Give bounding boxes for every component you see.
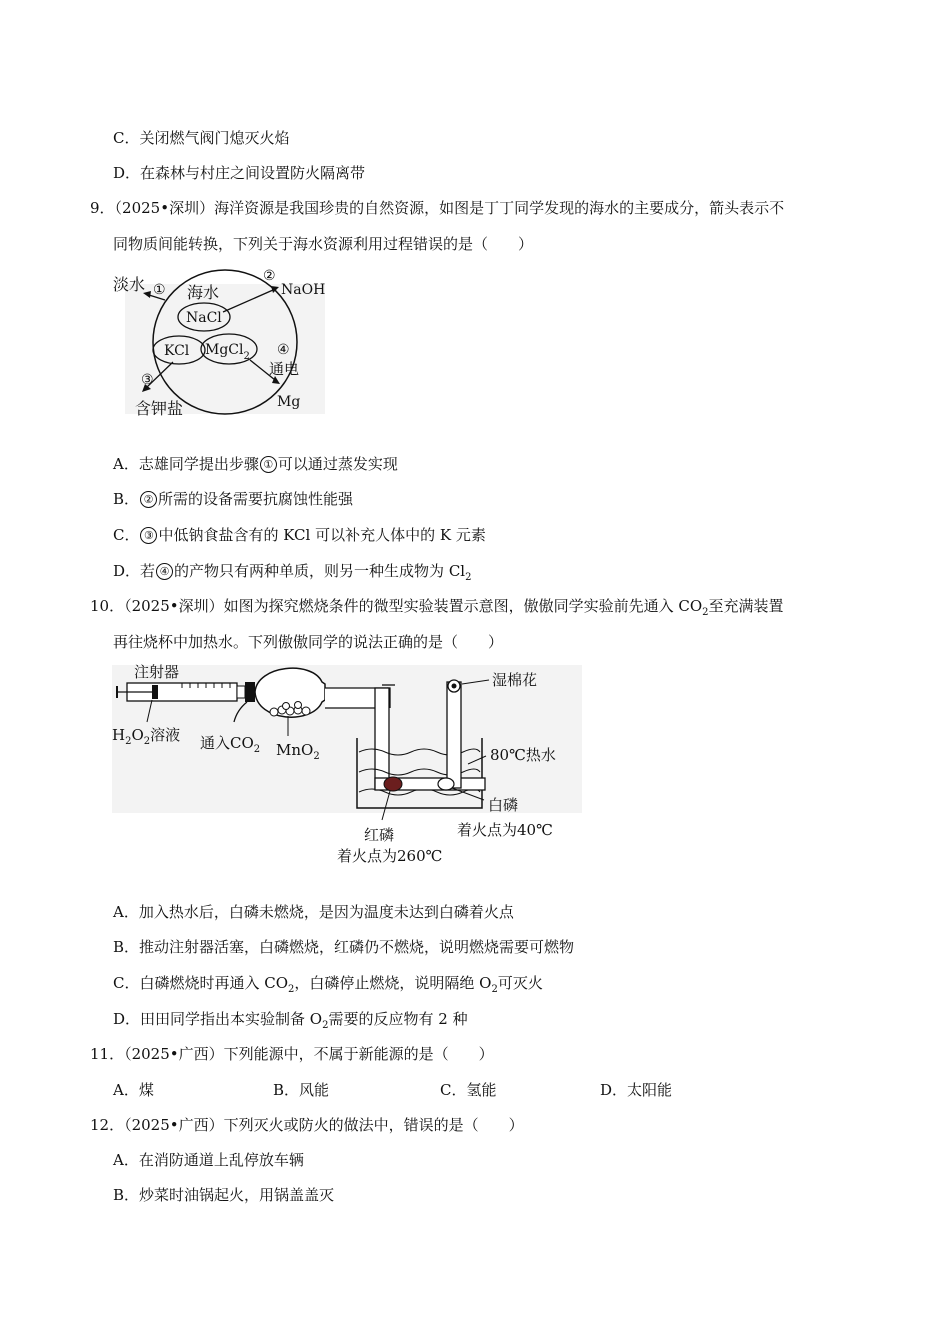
step-number: ④ xyxy=(156,563,173,580)
question-number: 11． xyxy=(90,1045,125,1063)
q9-stem-line1 xyxy=(90,198,784,218)
q10-option-c xyxy=(113,973,543,1000)
question-stem: 同物质间能转换，下列关于海水资源利用过程错误的是（ ） xyxy=(113,235,534,253)
red-phosphorus xyxy=(384,777,402,791)
seawater-diagram xyxy=(105,262,345,422)
q9-option-c xyxy=(113,525,486,545)
option-letter: B． xyxy=(113,1186,140,1204)
option-text: 太阳能 xyxy=(627,1081,673,1099)
option-text: ，白磷停止燃烧，说明隔绝 O xyxy=(294,974,492,992)
white-phosphorus-label: 白磷 xyxy=(488,796,519,814)
red-phosphorus-label: 红磷 xyxy=(364,826,395,844)
question-stem: 至充满装置 xyxy=(708,597,784,615)
step-1-label: ① xyxy=(153,282,166,298)
q10-stem-line2 xyxy=(113,632,503,652)
option-letter: A． xyxy=(113,903,139,921)
step-4-label: ④ xyxy=(277,342,290,358)
option-text: 若 xyxy=(140,562,156,580)
option-letter: A． xyxy=(113,1081,139,1099)
option-text: 在消防通道上乱停放车辆 xyxy=(138,1151,304,1169)
q8-option-d xyxy=(113,163,365,183)
q9-option-d xyxy=(113,561,471,588)
option-text: 在森林与村庄之间设置防火隔离带 xyxy=(140,164,366,182)
q10-stem-line1 xyxy=(90,596,784,623)
option-text: 白磷燃烧时再通入 CO xyxy=(139,974,289,992)
hot-water-label: 80℃热水 xyxy=(490,746,556,764)
q12-stem xyxy=(90,1115,524,1135)
question-number: 10． xyxy=(90,597,125,615)
option-text: 中低钠食盐含有的 KCl 可以补充人体中的 K 元素 xyxy=(158,526,486,544)
option-letter: C． xyxy=(113,129,140,147)
q9-stem-line2 xyxy=(113,234,533,254)
option-letter: B． xyxy=(273,1081,300,1099)
option-letter: C． xyxy=(113,974,140,992)
step-3-label: ③ xyxy=(141,372,154,388)
option-letter: B． xyxy=(113,490,140,508)
option-text: 可灭火 xyxy=(497,974,543,992)
electrolysis-label: 通电 xyxy=(269,360,300,378)
option-text: 的产物只有两种单质，则另一种生成物为 Cl xyxy=(174,562,466,580)
syringe-nozzle xyxy=(237,686,245,698)
nacl-label: NaCl xyxy=(186,310,222,326)
q9-option-b xyxy=(113,489,353,509)
step-number: ② xyxy=(140,491,157,508)
q10-option-b xyxy=(113,937,574,957)
question-source: （2025•广西） xyxy=(124,1045,224,1063)
q10-option-d xyxy=(113,1009,468,1036)
option-letter: D． xyxy=(113,164,141,182)
wet-cotton-label: 湿棉花 xyxy=(492,671,538,689)
white-phosphorus-ignition-label: 着火点为40℃ xyxy=(457,821,553,839)
q12-option-a xyxy=(113,1150,304,1170)
option-letter: D． xyxy=(113,562,141,580)
option-text: 加入热水后，白磷未燃烧，是因为温度未达到白磷着火点 xyxy=(138,903,514,921)
option-letter: A． xyxy=(113,1151,139,1169)
co2-inlet-label: 通入$CO_2$ xyxy=(200,734,261,755)
fresh-water-label: 淡水 xyxy=(113,275,146,294)
option-text: 风能 xyxy=(299,1081,330,1099)
step-2-label: ② xyxy=(263,268,276,284)
option-text: 煤 xyxy=(138,1081,154,1099)
red-phosphorus-ignition-label: 着火点为260℃ xyxy=(337,847,443,865)
question-stem: 下列能源中，不属于新能源的是（ ） xyxy=(223,1045,494,1063)
option-text: 需要的反应物有 2 种 xyxy=(328,1010,468,1028)
subscript: 2 xyxy=(322,1020,329,1031)
q11-stem xyxy=(90,1044,494,1064)
option-letter: A． xyxy=(113,455,139,473)
rubber-stopper xyxy=(245,682,255,702)
naoh-label: NaOH xyxy=(281,282,326,298)
q11-option-c xyxy=(440,1080,497,1100)
subscript: 2 xyxy=(491,984,498,995)
combustion-apparatus-diagram xyxy=(112,660,587,870)
option-letter: D． xyxy=(600,1081,628,1099)
question-stem: 再往烧杯中加热水。下列傲傲同学的说法正确的是（ ） xyxy=(113,633,504,651)
option-text: 氢能 xyxy=(466,1081,497,1099)
h2o2-label: $H_2O_2$溶液 xyxy=(112,726,181,747)
question-source: （2025•广西） xyxy=(124,1116,224,1134)
subscript: 2 xyxy=(702,607,709,618)
q10-option-a xyxy=(113,902,514,922)
option-text: 志雄同学提出步骤 xyxy=(138,455,259,473)
option-letter: C． xyxy=(440,1081,467,1099)
question-number: 12． xyxy=(90,1116,125,1134)
q11-option-d xyxy=(600,1080,672,1100)
mg-label: Mg xyxy=(277,394,301,410)
potash-label: 含钾盐 xyxy=(135,399,184,418)
q11-option-a xyxy=(113,1080,154,1100)
question-source: （2025•深圳） xyxy=(124,597,224,615)
mno2-label: MnO$_2$ xyxy=(276,741,320,762)
question-stem: 如图为探究燃烧条件的微型实验装置示意图，傲傲同学实验前先通入 CO xyxy=(223,597,703,615)
q9-option-a xyxy=(113,454,398,474)
white-phosphorus xyxy=(438,778,454,790)
subscript: 2 xyxy=(465,572,472,583)
q11-option-b xyxy=(273,1080,329,1100)
option-text: 炒菜时油锅起火，用锅盖盖灭 xyxy=(139,1186,335,1204)
step-number: ③ xyxy=(140,527,157,544)
kcl-label: KCl xyxy=(164,343,190,359)
mgcl2-label: MgCl$_2$ xyxy=(205,342,250,362)
q12-option-b xyxy=(113,1185,334,1205)
option-text: 关闭燃气阀门熄灭火焰 xyxy=(139,129,290,147)
question-stem: 下列灭火或防火的做法中，错误的是（ ） xyxy=(223,1116,524,1134)
option-text: 可以通过蒸发实现 xyxy=(277,455,398,473)
q8-option-c xyxy=(113,128,290,148)
option-text: 推动注射器活塞，白磷燃烧，红磷仍不燃烧，说明燃烧需要可燃物 xyxy=(139,938,575,956)
question-stem: 海洋资源是我国珍贵的自然资源，如图是丁丁同学发现的海水的主要成分，箭头表示不 xyxy=(214,199,785,217)
question-source: （2025•深圳） xyxy=(114,199,215,217)
step-number: ① xyxy=(260,456,277,473)
vertical-tube-right xyxy=(447,682,461,788)
option-letter: D． xyxy=(113,1010,141,1028)
option-letter: C． xyxy=(113,526,140,544)
wet-cotton-center xyxy=(452,684,457,689)
question-number: 9． xyxy=(90,199,115,217)
option-letter: B． xyxy=(113,938,140,956)
syringe-piston xyxy=(152,685,158,699)
option-text: 所需的设备需要抗腐蚀性能强 xyxy=(158,490,354,508)
sea-water-label: 海水 xyxy=(187,283,220,302)
option-text: 田田同学指出本实验制备 O xyxy=(140,1010,323,1028)
subscript: 2 xyxy=(288,984,295,995)
syringe-label: 注射器 xyxy=(134,663,180,681)
